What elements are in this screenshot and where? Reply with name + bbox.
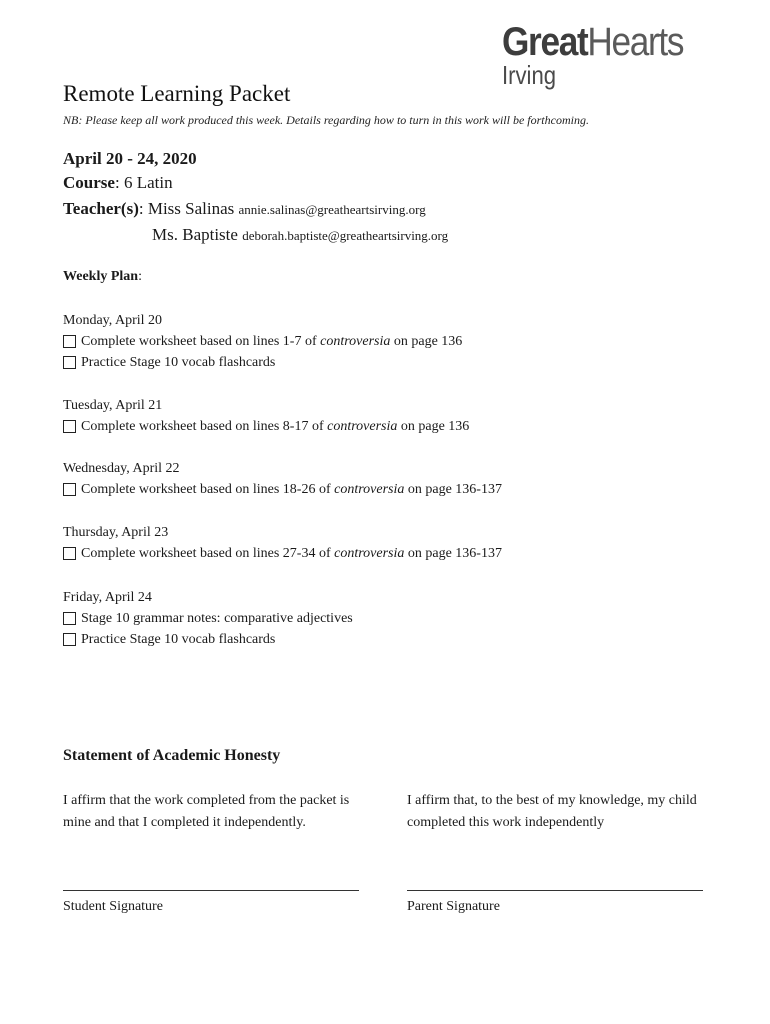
parent-signature-line[interactable]	[407, 890, 703, 891]
task-item: Complete worksheet based on lines 8-17 of controversia on page 136	[63, 416, 469, 437]
checkbox[interactable]	[63, 356, 76, 369]
task-item: Practice Stage 10 vocab flashcards	[63, 629, 353, 650]
teacher-label: Teacher(s)	[63, 199, 139, 218]
teacher-line-1: Teacher(s): Miss Salinas annie.salinas@greatheartsirving.org	[63, 199, 426, 218]
day-title: Tuesday, April 21	[63, 398, 163, 413]
student-signature-line[interactable]	[63, 890, 359, 891]
day-block-monday	[63, 310, 462, 373]
course-label: Course	[63, 173, 115, 192]
task-item: Complete worksheet based on lines 18-26 of controversia on page 136-137	[63, 479, 502, 500]
logo-subtitle: Irving	[502, 60, 557, 90]
day-title: Monday, April 20	[63, 313, 163, 328]
task-item: Stage 10 grammar notes: comparative adjectives	[63, 608, 353, 629]
task-item: Complete worksheet based on lines 1-7 of controversia on page 136	[63, 331, 462, 352]
day-title: Wednesday, April 22	[63, 461, 180, 476]
checkbox[interactable]	[63, 633, 76, 646]
weekly-plan-heading: Weekly Plan:	[63, 269, 142, 284]
teacher-name: Ms. Baptiste	[152, 225, 238, 244]
teacher-name: Miss Salinas	[147, 199, 235, 218]
day-block-thursday	[63, 522, 502, 564]
day-title: Thursday, April 23	[63, 525, 169, 540]
checkbox[interactable]	[63, 483, 76, 496]
course-value: 6 Latin	[123, 173, 173, 192]
page-title: Remote Learning Packet	[63, 81, 291, 106]
great-hearts-irving-logo	[502, 22, 722, 92]
logo-wordmark: GreatHearts	[502, 20, 684, 64]
checkbox[interactable]	[63, 612, 76, 625]
day-block-wednesday	[63, 458, 502, 500]
honesty-heading: Statement of Academic Honesty	[63, 747, 281, 764]
nb-note: NB: Please keep all work produced this week. Details regarding how to turn in this work will be forthcoming.	[63, 113, 589, 127]
teacher-line-2	[152, 224, 448, 247]
day-title: Friday, April 24	[63, 590, 152, 605]
task-item: Complete worksheet based on lines 27-34 of controversia on page 136-137	[63, 543, 502, 564]
checkbox[interactable]	[63, 420, 76, 433]
checkbox[interactable]	[63, 335, 76, 348]
parent-signature-label: Parent Signature	[407, 899, 500, 914]
teacher-email: deborah.baptiste@greatheartsirving.org	[242, 228, 449, 243]
teacher-email: annie.salinas@greatheartsirving.org	[238, 202, 426, 217]
checkbox[interactable]	[63, 547, 76, 560]
parent-statement: I affirm that, to the best of my knowledge, my child completed this work independently	[407, 793, 697, 830]
course-line: Course: 6 Latin	[63, 173, 173, 192]
task-item: Practice Stage 10 vocab flashcards	[63, 352, 462, 373]
day-block-friday	[63, 587, 353, 650]
student-signature-label: Student Signature	[63, 899, 163, 914]
week-dates: April 20 - 24, 2020	[63, 149, 197, 168]
student-statement: I affirm that the work completed from the packet is mine and that I completed it independently.	[63, 793, 350, 830]
day-block-tuesday	[63, 395, 469, 437]
